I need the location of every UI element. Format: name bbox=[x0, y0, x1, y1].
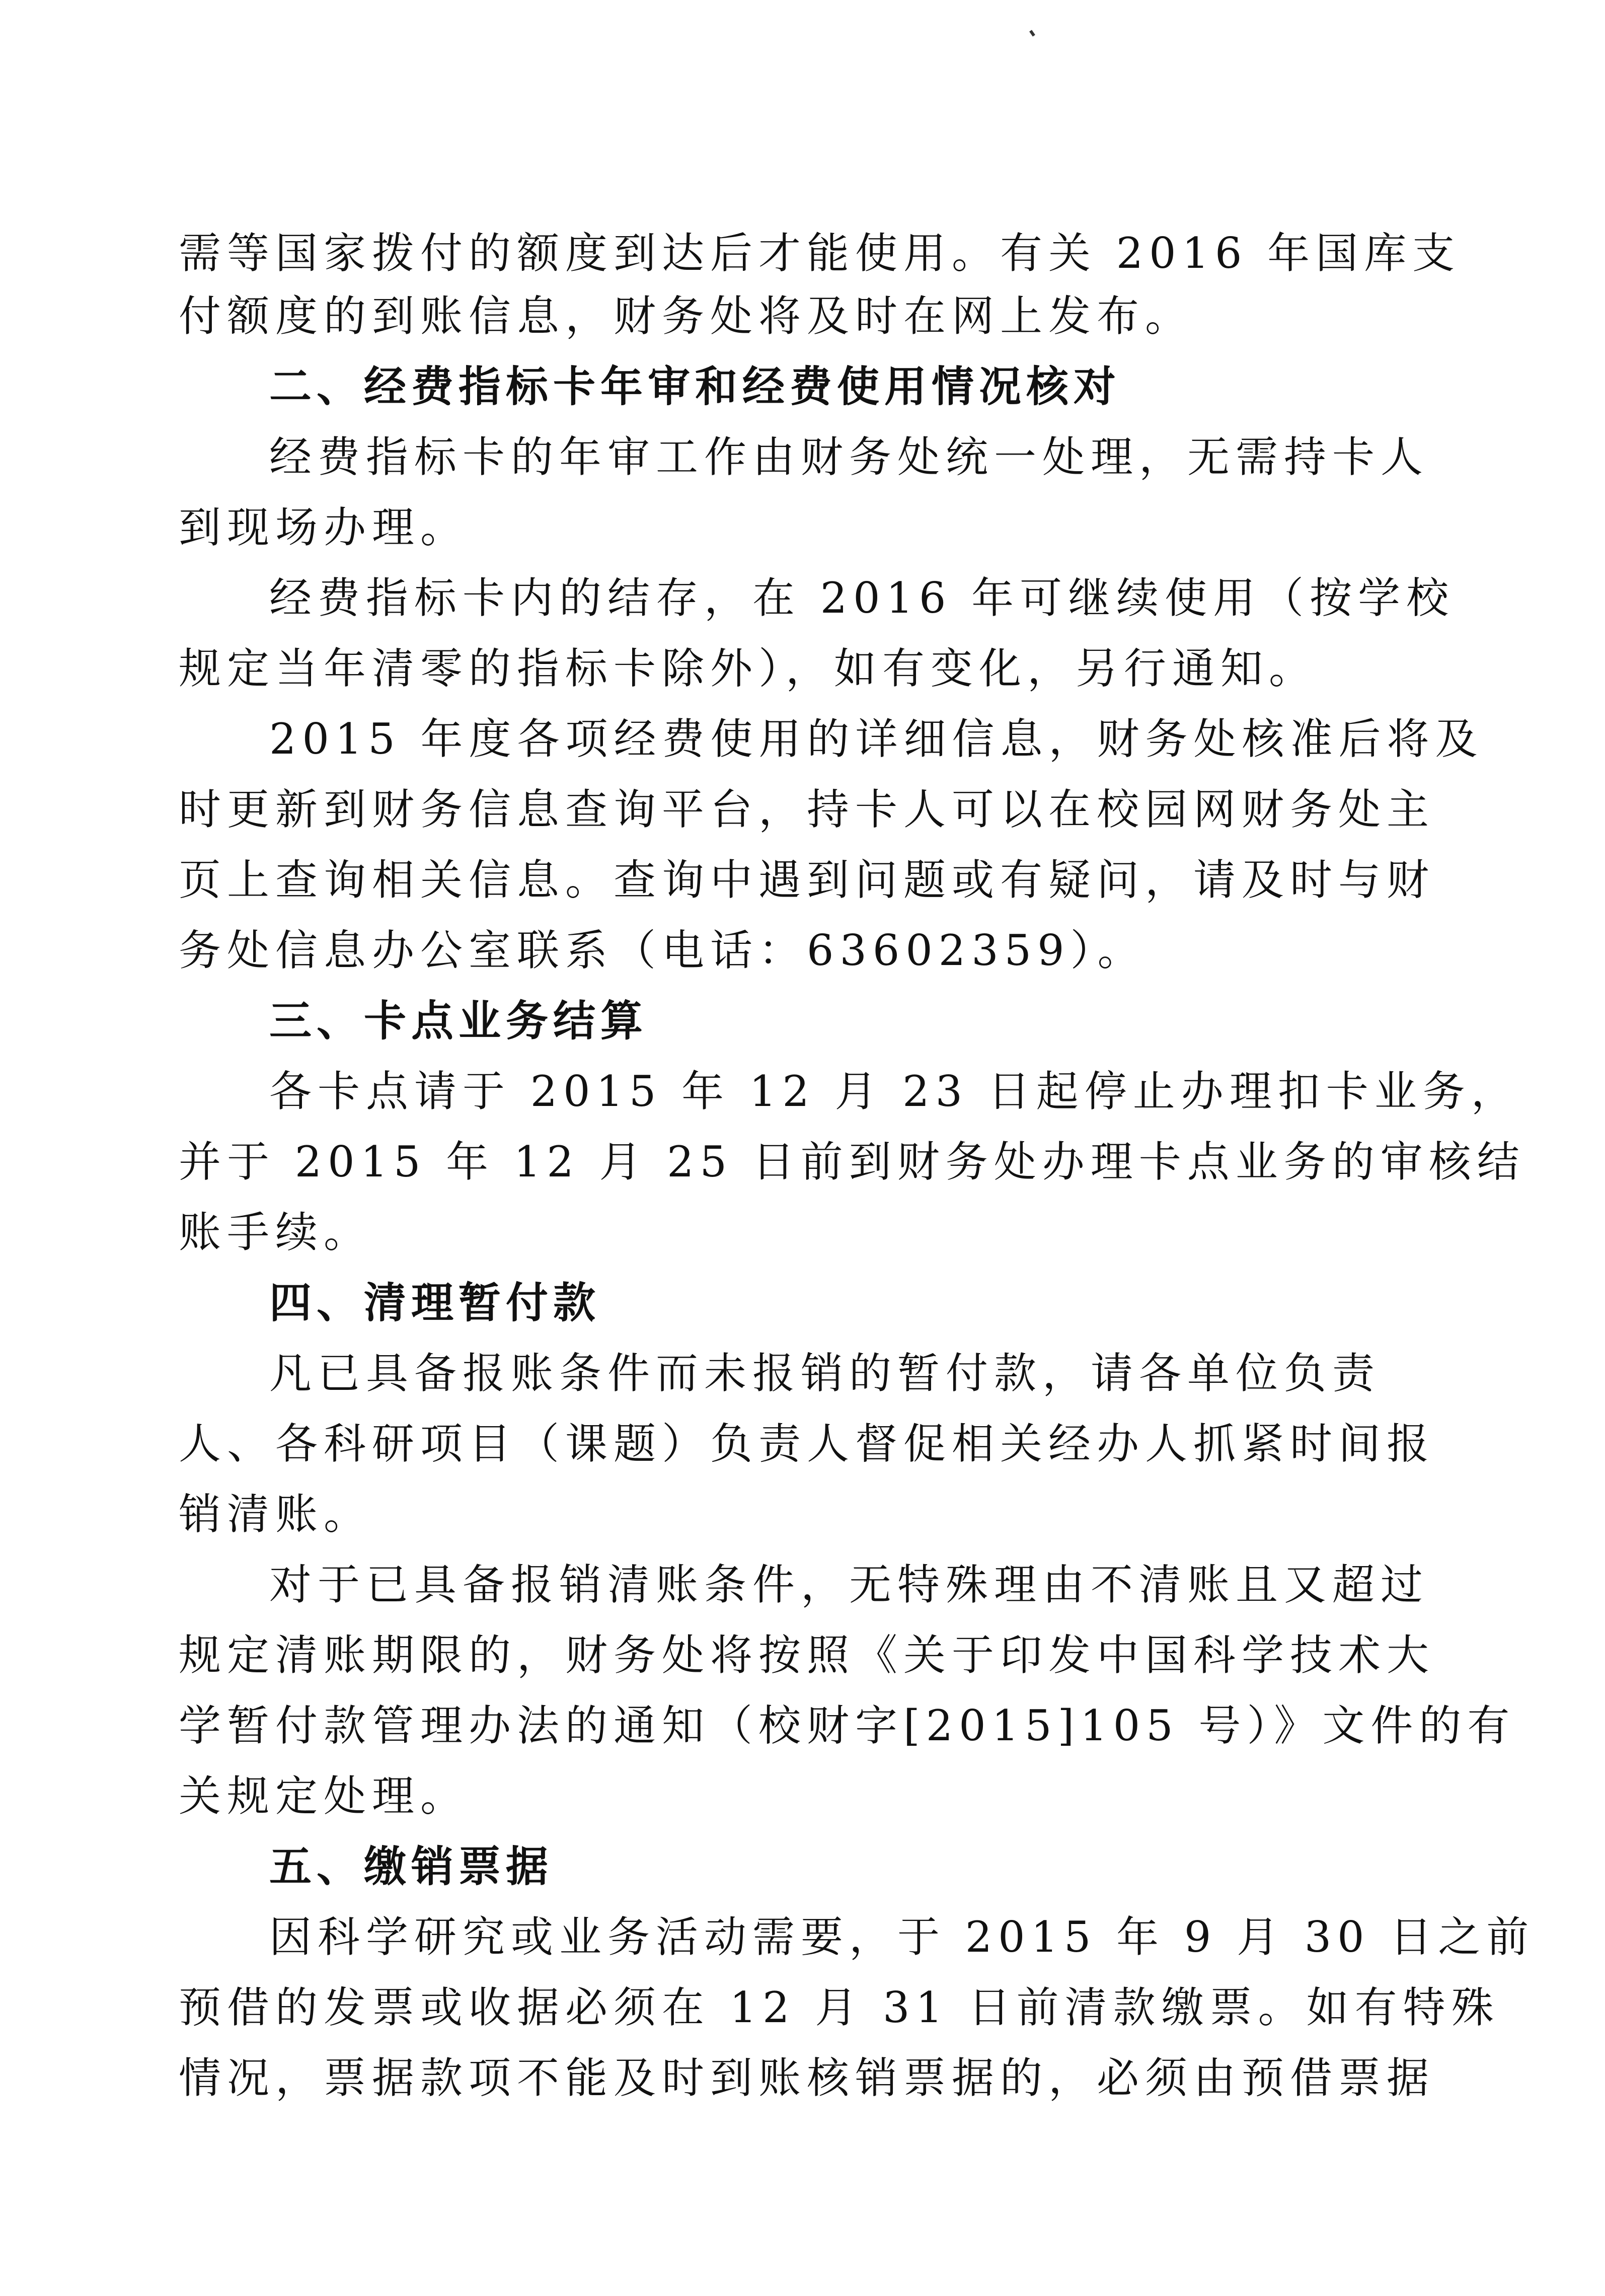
section-heading-3: 三、卡点业务结算 bbox=[269, 996, 648, 1046]
paragraph-line: 各卡点请于 2015 年 12 月 23 日起停止办理扣卡业务， bbox=[269, 1067, 1519, 1116]
section-heading-2: 二、经费指标卡年审和经费使用情况核对 bbox=[269, 362, 1121, 411]
paragraph-line: 关规定处理。 bbox=[179, 1771, 469, 1821]
paragraph-line: 务处信息办公室联系（电话：63602359）。 bbox=[179, 926, 1146, 975]
paragraph-line: 并于 2015 年 12 月 25 日前到财务处办理卡点业务的审核结 bbox=[179, 1137, 1525, 1187]
paragraph-line: 付额度的到账信息，财务处将及时在网上发布。 bbox=[179, 291, 1194, 341]
paragraph-line: 因科学研究或业务活动需要，于 2015 年 9 月 30 日之前 bbox=[269, 1912, 1535, 1962]
paragraph-line: 页上查询相关信息。查询中遇到问题或有疑问，请及时与财 bbox=[179, 855, 1435, 905]
scan-speck bbox=[1029, 30, 1035, 36]
paragraph-line: 2015 年度各项经费使用的详细信息，财务处核准后将及 bbox=[269, 714, 1484, 764]
paragraph-line: 情况，票据款项不能及时到账核销票据的，必须由预借票据 bbox=[179, 2053, 1435, 2103]
paragraph-line: 预借的发票或收据必须在 12 月 31 日前清款缴票。如有特殊 bbox=[179, 1983, 1500, 2032]
paragraph-line: 到现场办理。 bbox=[179, 503, 469, 552]
paragraph-line: 人、各科研项目（课题）负责人督促相关经办人抓紧时间报 bbox=[179, 1419, 1435, 1468]
section-heading-4: 四、清理暂付款 bbox=[269, 1278, 601, 1327]
paragraph-line: 时更新到财务信息查询平台，持卡人可以在校园网财务处主 bbox=[179, 785, 1435, 834]
paragraph-line: 学暂付款管理办法的通知（校财字[2015]105 号）》文件的有 bbox=[179, 1701, 1516, 1750]
paragraph-line: 规定当年清零的指标卡除外），如有变化，另行通知。 bbox=[179, 644, 1318, 693]
paragraph-line: 凡已具备报账条件而未报销的暂付款，请各单位负责 bbox=[269, 1349, 1381, 1398]
paragraph-line: 经费指标卡的年审工作由财务处统一处理，无需持卡人 bbox=[269, 432, 1429, 482]
paragraph-line: 账手续。 bbox=[179, 1208, 372, 1257]
paragraph-line: 对于已具备报销清账条件，无特殊理由不清账且又超过 bbox=[269, 1560, 1429, 1609]
paragraph-line: 经费指标卡内的结存，在 2016 年可继续使用（按学校 bbox=[269, 573, 1455, 623]
paragraph-line: 销清账。 bbox=[179, 1490, 372, 1539]
paragraph-line: 需等国家拨付的额度到达后才能使用。有关 2016 年国库支 bbox=[179, 229, 1461, 278]
paragraph-line: 规定清账期限的，财务处将按照《关于印发中国科学技术大 bbox=[179, 1631, 1435, 1680]
section-heading-5: 五、缴销票据 bbox=[269, 1842, 554, 1891]
